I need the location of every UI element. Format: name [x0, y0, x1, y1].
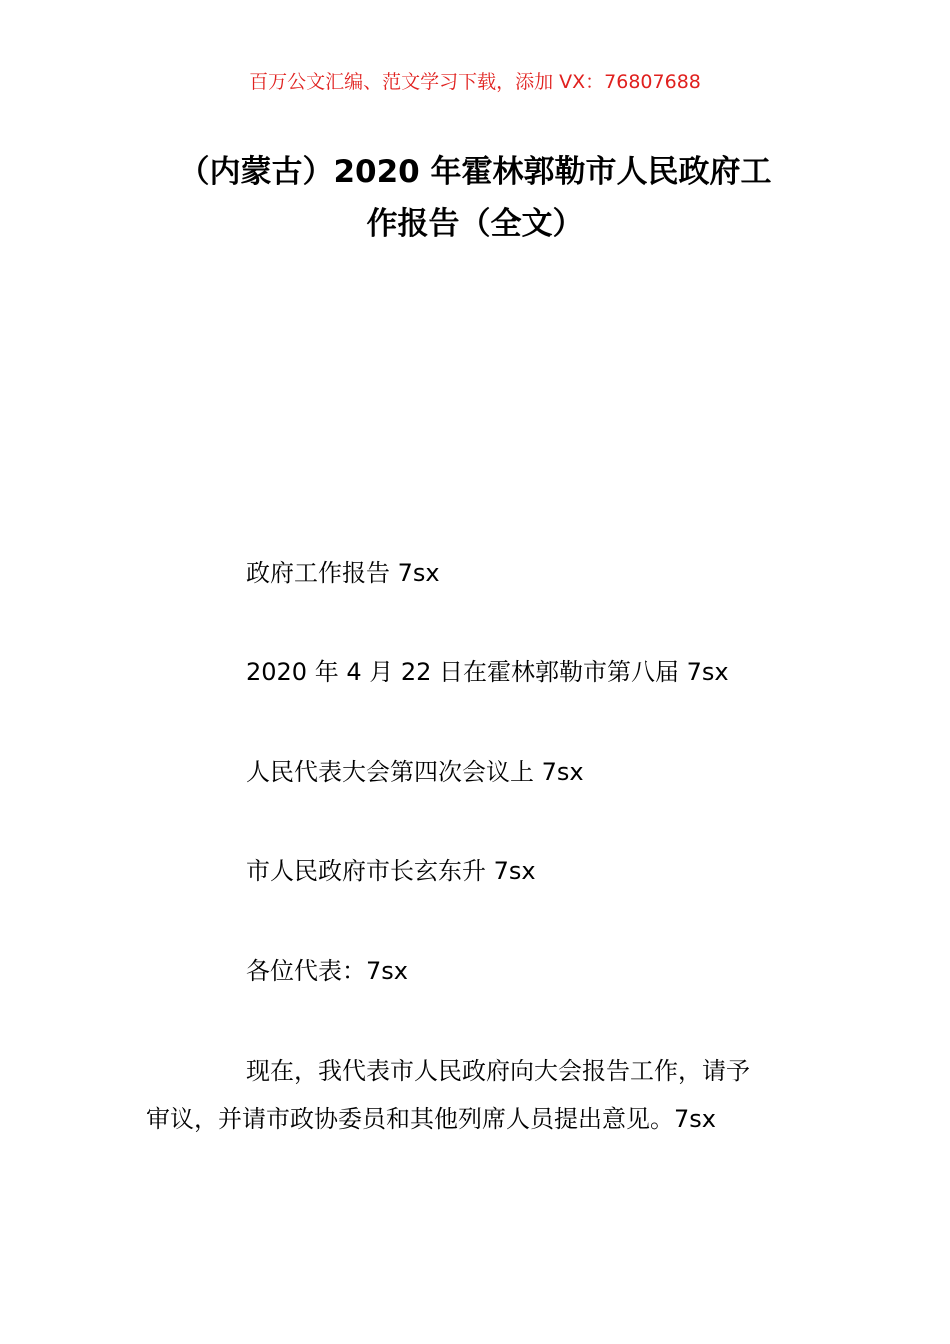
- body-paragraph-line-2: 审议，并请市政协委员和其他列席人员提出意见。7sx: [146, 1105, 716, 1133]
- document-title-line-1: （内蒙古）2020 年霍林郭勒市人民政府工: [178, 154, 772, 190]
- date-line: 2020 年 4 月 22 日在霍林郭勒市第八届 7sx: [246, 658, 729, 686]
- document-title-line-2: 作报告（全文）: [366, 206, 584, 242]
- report-label: 政府工作报告 7sx: [246, 559, 440, 587]
- body-paragraph-line-1: 现在，我代表市人民政府向大会报告工作，请予: [246, 1057, 750, 1085]
- body-paragraph: [146, 1047, 816, 1143]
- speaker-line: 市人民政府市长玄东升 7sx: [246, 857, 536, 885]
- header-promo-note: 百万公文汇编、范文学习下载，添加 VX：76807688: [249, 71, 701, 93]
- meeting-line: 人民代表大会第四次会议上 7sx: [246, 758, 584, 786]
- document-title: [110, 146, 840, 250]
- salutation: 各位代表：7sx: [246, 957, 408, 985]
